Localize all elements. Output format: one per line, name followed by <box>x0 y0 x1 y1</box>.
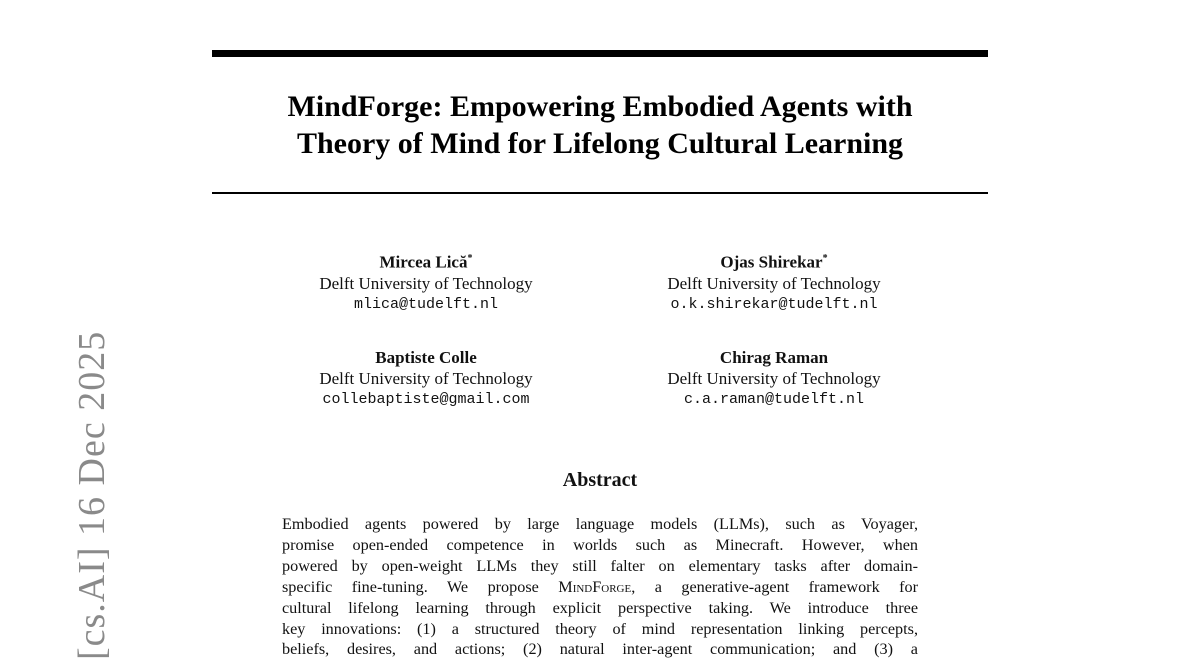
author-email[interactable]: c.a.raman@tudelft.nl <box>683 391 865 408</box>
equal-contribution-mark: * <box>467 253 473 264</box>
author-email[interactable]: o.k.shirekar@tudelft.nl <box>670 295 878 313</box>
author-email[interactable]: mlica@tudelft.nl <box>353 295 499 313</box>
author-name: Baptiste Colle <box>375 348 477 367</box>
author-block <box>624 248 924 315</box>
author-block <box>276 248 576 315</box>
equal-contribution-mark: * <box>822 253 828 264</box>
abstract-line: beliefs, desires, and actions; (2) natural inter-agent communication; and (3) a <box>282 640 918 659</box>
abstract-line: Embodied agents powered by large language models (LLMs), such as Voyager, <box>282 515 918 533</box>
title-line-2: Theory of Mind for Lifelong Cultural Learning <box>296 127 904 160</box>
abstract-line: key innovations: (1) a structured theory of mind representation linking percepts, <box>282 619 918 638</box>
author-block <box>624 347 924 410</box>
top-rule <box>212 50 988 57</box>
author-name: Ojas Shirekar* <box>720 252 828 272</box>
author-affiliation: Delft University of Technology <box>667 369 881 388</box>
title-line-1: MindForge: Empowering Embodied Agents with <box>287 90 913 123</box>
author-affiliation: Delft University of Technology <box>667 273 881 293</box>
abstract-line: promise open-ended competence in worlds such as Minecraft. However, when <box>282 535 918 554</box>
author-affiliation: Delft University of Technology <box>319 369 533 388</box>
framework-name: MindForge <box>558 577 632 596</box>
author-name: Chirag Raman <box>719 348 829 367</box>
author-name: Mircea Lică* <box>379 252 473 272</box>
abstract-line: powered by open-weight LLMs they still falter on elementary tasks after domain- <box>282 556 918 575</box>
abstract-line: specific fine-tuning. We propose MindForge, a generative-agent framework for <box>282 577 919 596</box>
author-affiliation: Delft University of Technology <box>319 273 533 293</box>
author-block <box>276 347 576 410</box>
author-email[interactable]: collebaptiste@gmail.com <box>322 391 530 408</box>
paper-title <box>212 88 988 162</box>
arxiv-stamp: [cs.AI] 16 Dec 2025 <box>71 330 113 660</box>
abstract-body <box>282 514 918 660</box>
abstract-heading: Abstract <box>562 469 638 491</box>
title-rule <box>212 192 988 194</box>
abstract-line: cultural lifelong learning through explicit perspective taking. We introduce three <box>282 598 918 617</box>
